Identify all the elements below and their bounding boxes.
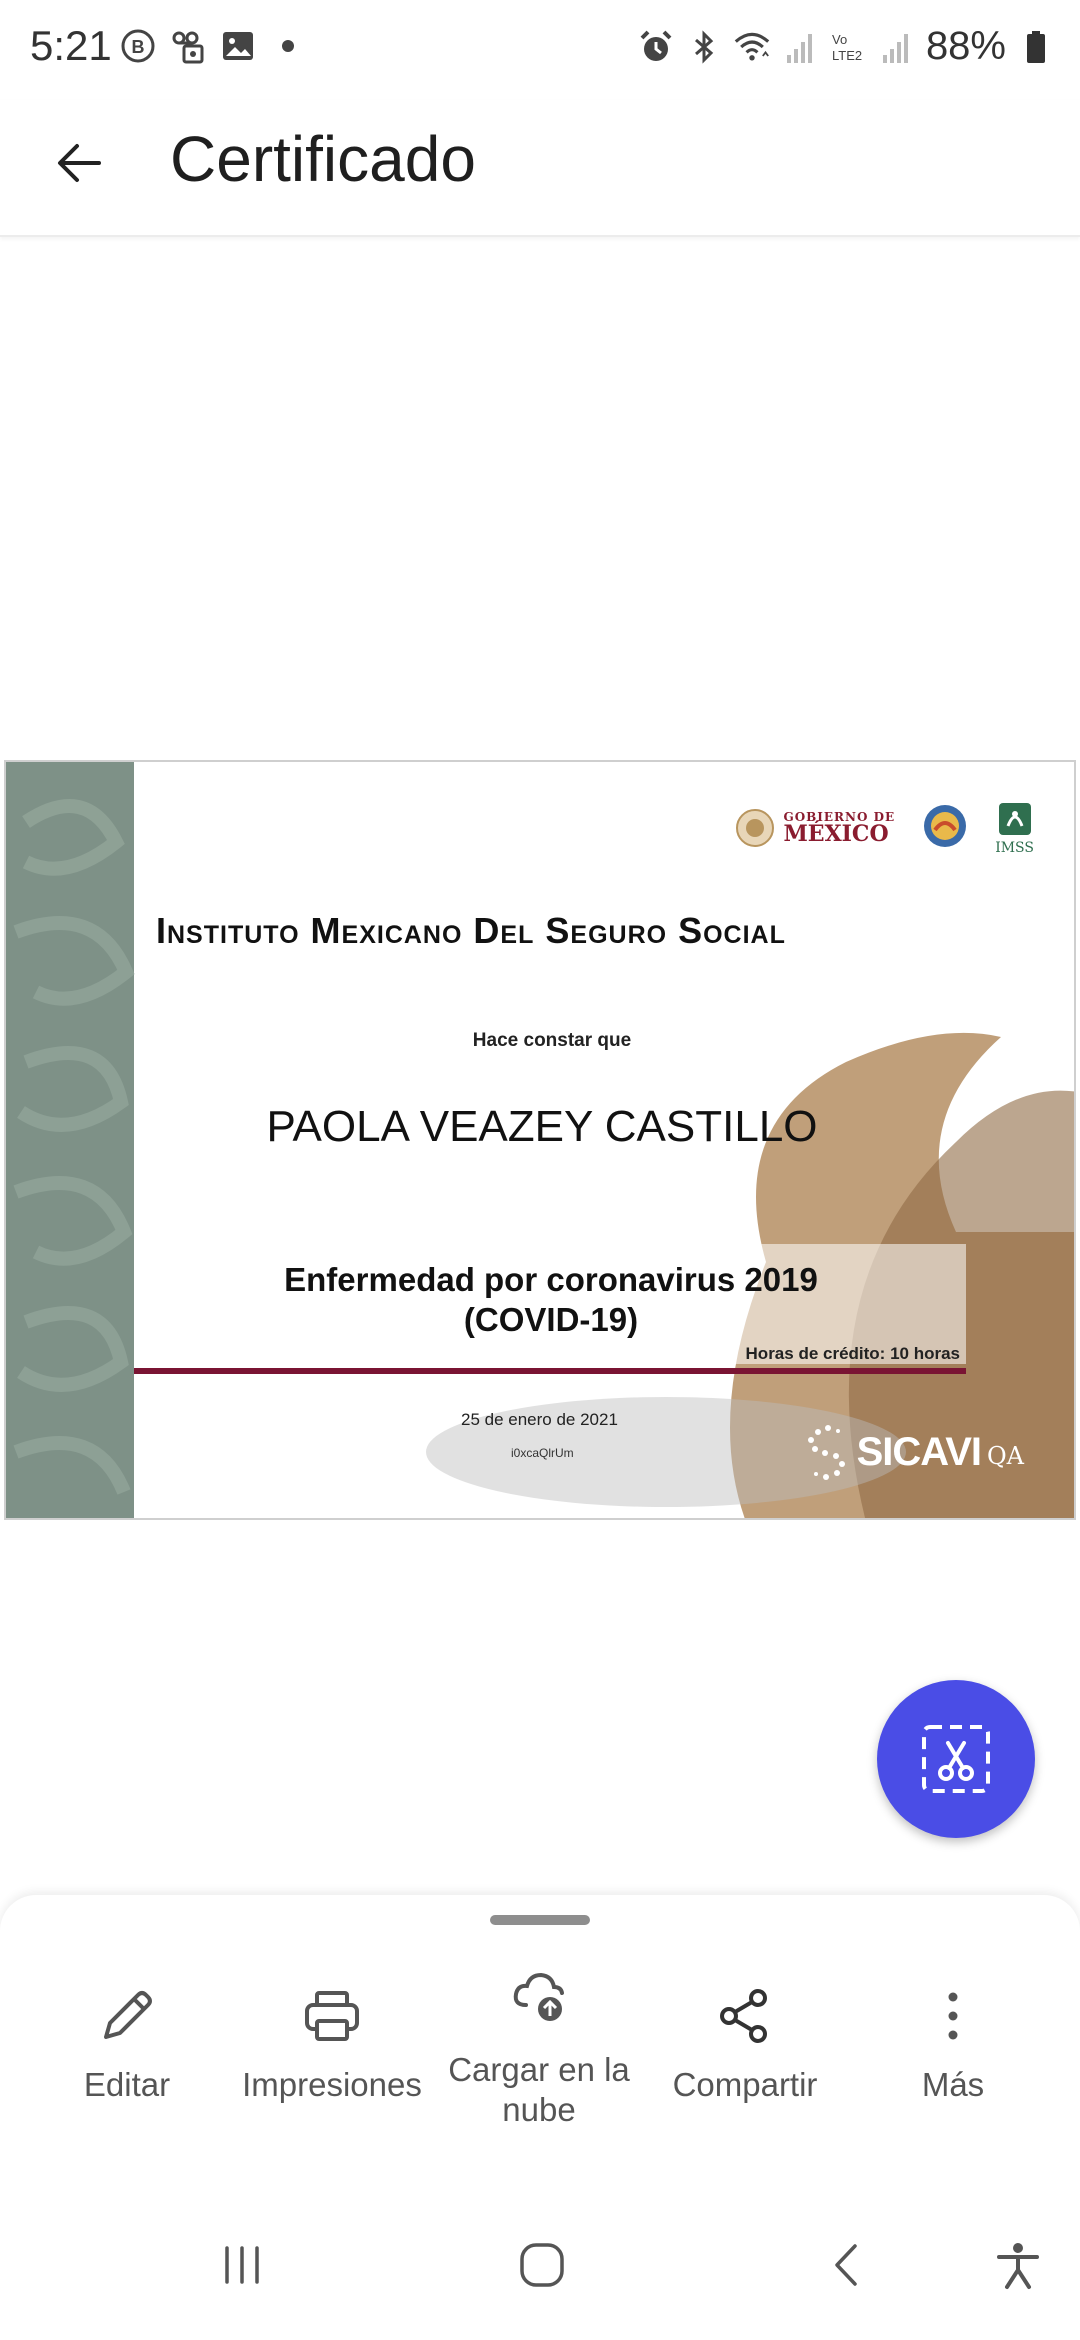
bluetooth-icon: [686, 29, 722, 65]
voicemail-icon: [170, 28, 206, 64]
svg-text:LTE2: LTE2: [831, 47, 863, 63]
signal-icon: [782, 29, 818, 65]
cloud-upload-button[interactable]: Cargar en la nube: [434, 1895, 644, 2185]
certificate-logos: [735, 800, 1034, 856]
home-button[interactable]: [502, 2225, 582, 2305]
status-bar: [0, 0, 1080, 100]
snss-logo: [921, 802, 969, 855]
printer-icon: [227, 1981, 437, 2051]
bottom-action-sheet: [0, 1895, 1080, 2187]
gobierno-mexico-logo: GOBIERNO DE MÉXICO: [735, 808, 895, 848]
page-title: Certificado: [170, 123, 476, 195]
alarm-icon: [638, 29, 674, 65]
print-button[interactable]: Impresiones: [227, 1895, 437, 2185]
sicavi-logo: [805, 1422, 1024, 1482]
certificate-course: [136, 1260, 966, 1340]
battery-percentage: 88%: [925, 24, 1006, 68]
course-line-2: (COVID-19): [463, 1301, 639, 1338]
certificate-organization: Instituto Mexicano Del Seguro Social: [156, 910, 786, 951]
back-nav-button[interactable]: [808, 2225, 888, 2305]
whatsapp-business-icon: [120, 28, 156, 64]
accessibility-icon: [993, 2240, 1043, 2290]
home-icon: [515, 2238, 569, 2292]
sicavi-brand: SICAVI: [856, 1429, 981, 1474]
certificate-image[interactable]: [4, 760, 1076, 1520]
recents-button[interactable]: [202, 2225, 282, 2305]
share-button[interactable]: Compartir: [640, 1895, 850, 2185]
arrow-left-icon: [53, 137, 105, 189]
certificate-date: 25 de enero de 2021: [461, 1410, 618, 1429]
course-line-1: Enfermedad por coronavirus 2019: [284, 1261, 818, 1298]
imss-logo: IMSS: [995, 800, 1034, 856]
back-button[interactable]: [44, 128, 114, 198]
edit-button[interactable]: Editar: [22, 1895, 232, 2185]
system-nav-bar: [0, 2185, 1080, 2340]
volte-icon: [830, 29, 866, 65]
certificate-credit-hours: Horas de crédito: 10 horas: [745, 1344, 960, 1363]
svg-text:Vo: Vo: [831, 31, 848, 47]
cloud-upload-icon: [434, 1961, 644, 2031]
certificate-intro: Hace constar que: [472, 1030, 632, 1051]
battery-icon: [1018, 29, 1054, 65]
accessibility-button[interactable]: [978, 2225, 1058, 2305]
signal-icon: [878, 29, 914, 65]
wifi-icon: [734, 29, 770, 65]
app-bar: [0, 100, 1080, 237]
recents-icon: [217, 2240, 267, 2290]
certificate-recipient: PAOLA VEAZEY CASTILLO: [266, 1102, 818, 1151]
svg-text:B: B: [131, 37, 145, 57]
sicavi-suffix: QA: [986, 1442, 1024, 1470]
gallery-icon: [220, 28, 256, 64]
back-nav-icon: [823, 2240, 873, 2290]
scissors-select-icon: [918, 1721, 994, 1797]
more-vertical-icon: [848, 1981, 1058, 2051]
smart-select-fab[interactable]: [877, 1680, 1035, 1838]
certificate-divider: [134, 1368, 966, 1374]
pencil-icon: [22, 1981, 232, 2051]
more-button[interactable]: Más: [848, 1895, 1058, 2185]
status-right-icons: [638, 24, 1054, 69]
certificate-code: i0xcaQlrUm: [511, 1446, 574, 1460]
status-time: 5:21: [30, 22, 112, 69]
share-icon: [640, 1981, 850, 2051]
notification-dot-icon: [270, 28, 306, 64]
status-left-icons: [120, 28, 306, 64]
